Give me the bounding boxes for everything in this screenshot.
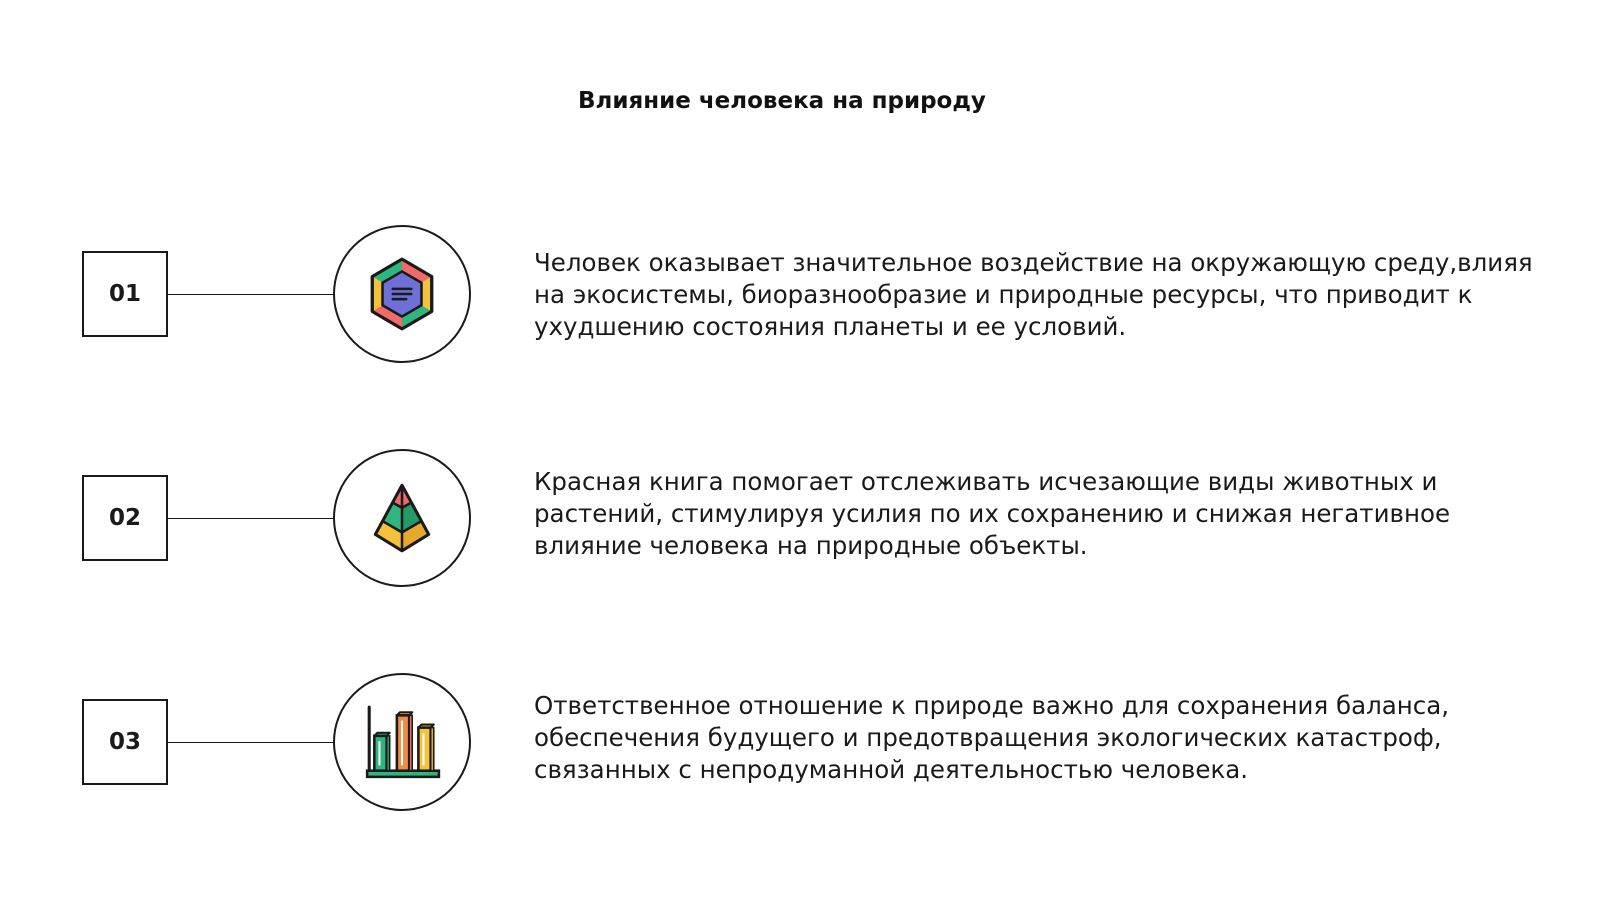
- list-item: [0, 672, 1600, 814]
- icon-circle: [333, 449, 471, 587]
- step-number-box: 02: [82, 475, 168, 561]
- item-description: Человек оказывает значительное воздействие на окружающую среду,влияя на экосистемы, биоразнообразие и природные ресурсы, что приводит к ухудшению состояния планеты и ее условий.: [534, 248, 1533, 341]
- pyramid-icon: [361, 477, 443, 559]
- connector-line: [168, 742, 334, 743]
- list-item: [0, 224, 1600, 366]
- connector-line: [168, 294, 334, 295]
- item-description: Ответственное отношение к природе важно для сохранения баланса, обеспечения будущего и предотвращения экологических катастроф, связанных с непродуманной деятельностью человека.: [534, 691, 1450, 784]
- icon-circle: [333, 225, 471, 363]
- item-description: Красная книга помогает отслеживать исчезающие виды животных и растений, стимулируя усилия по их сохранению и снижая негативное влияние человека на природные объекты.: [534, 467, 1451, 560]
- step-number-box: 03: [82, 699, 168, 785]
- bar-chart-icon: [361, 701, 443, 783]
- step-number-box: 01: [82, 251, 168, 337]
- icon-circle: [333, 673, 471, 811]
- connector-line: [168, 518, 334, 519]
- hexagon-document-icon: [361, 253, 443, 335]
- list-item: [0, 448, 1600, 590]
- page-title: Влияние человека на природу: [578, 88, 986, 114]
